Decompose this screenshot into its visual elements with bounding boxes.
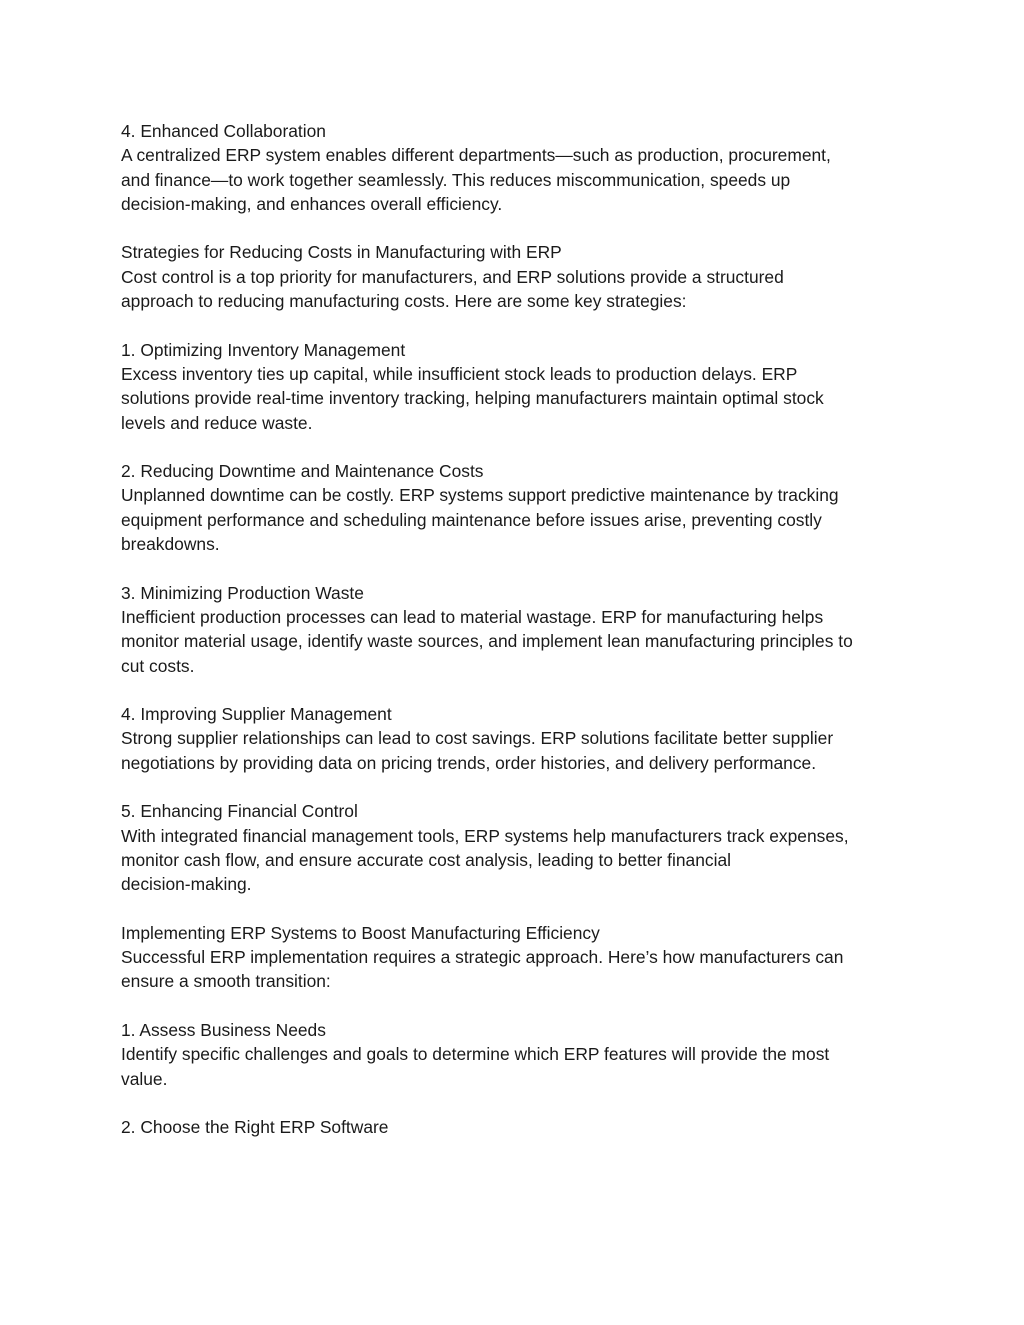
- section-paragraph: Strong supplier relationships can lead to cost savings. ERP solutions facilitate better supplier negotiations by providing data on pricing trends, order histories, and delivery performance.: [121, 728, 834, 773]
- section-paragraph: With integrated financial management tools, ERP systems help manufacturers track expenses, monitor cash flow, and ensure accurate cost analysis, leading to better financial decision-making.: [121, 825, 849, 895]
- section-downtime-maintenance: [121, 459, 911, 556]
- section-paragraph: A centralized ERP system enables different departments—such as production, procurement, and finance—to work together seamlessly. This reduces miscommunication, speeds up decision-making, and enhances overall efficiency.: [121, 145, 831, 214]
- section-paragraph: Successful ERP implementation requires a strategic approach. Here’s how manufacturers can ensure a smooth transition:: [121, 947, 844, 992]
- section-choose-software: [121, 1115, 911, 1139]
- section-financial-control: [121, 799, 911, 896]
- section-heading: 1. Assess Business Needs: [121, 1019, 326, 1040]
- section-heading: Implementing ERP Systems to Boost Manufacturing Efficiency: [121, 922, 600, 943]
- section-paragraph: Unplanned downtime can be costly. ERP systems support predictive maintenance by tracking equipment performance and scheduling maintenance before issues arise, preventing costly breakdowns.: [121, 485, 839, 555]
- section-heading: 4. Enhanced Collaboration: [121, 121, 326, 141]
- section-cost-strategies: [121, 240, 911, 313]
- section-inventory-management: [121, 338, 911, 435]
- section-heading: Strategies for Reducing Costs in Manufacturing with ERP: [121, 242, 562, 263]
- section-heading: 5. Enhancing Financial Control: [121, 801, 358, 822]
- section-assess-needs: [121, 1018, 911, 1091]
- section-paragraph: Excess inventory ties up capital, while insufficient stock leads to production delays. ERP solutions provide real-time inventory tracking, helping manufacturers maintain optimal stock levels and reduce waste.: [121, 363, 824, 433]
- section-production-waste: [121, 581, 911, 678]
- section-paragraph: Inefficient production processes can lead to material wastage. ERP for manufacturing helps monitor material usage, identify waste sources, and implement lean manufacturing principles to cut costs.: [121, 606, 853, 676]
- section-heading: 1. Optimizing Inventory Management: [121, 339, 406, 360]
- section-enhanced-collaboration: [121, 119, 911, 216]
- section-paragraph: Identify specific challenges and goals to determine which ERP features will provide the most value.: [121, 1044, 830, 1089]
- section-paragraph: Cost control is a top priority for manufacturers, and ERP solutions provide a structured approach to reducing manufacturing costs. Here are some key strategies:: [121, 266, 784, 312]
- section-supplier-management: [121, 702, 911, 775]
- section-implementing-erp: [121, 921, 911, 994]
- section-heading: 2. Choose the Right ERP Software: [121, 1117, 389, 1138]
- section-heading: 3. Minimizing Production Waste: [121, 582, 364, 603]
- section-heading: 2. Reducing Downtime and Maintenance Costs: [121, 461, 484, 482]
- section-heading: 4. Improving Supplier Management: [121, 704, 392, 725]
- document-body: [121, 119, 911, 1164]
